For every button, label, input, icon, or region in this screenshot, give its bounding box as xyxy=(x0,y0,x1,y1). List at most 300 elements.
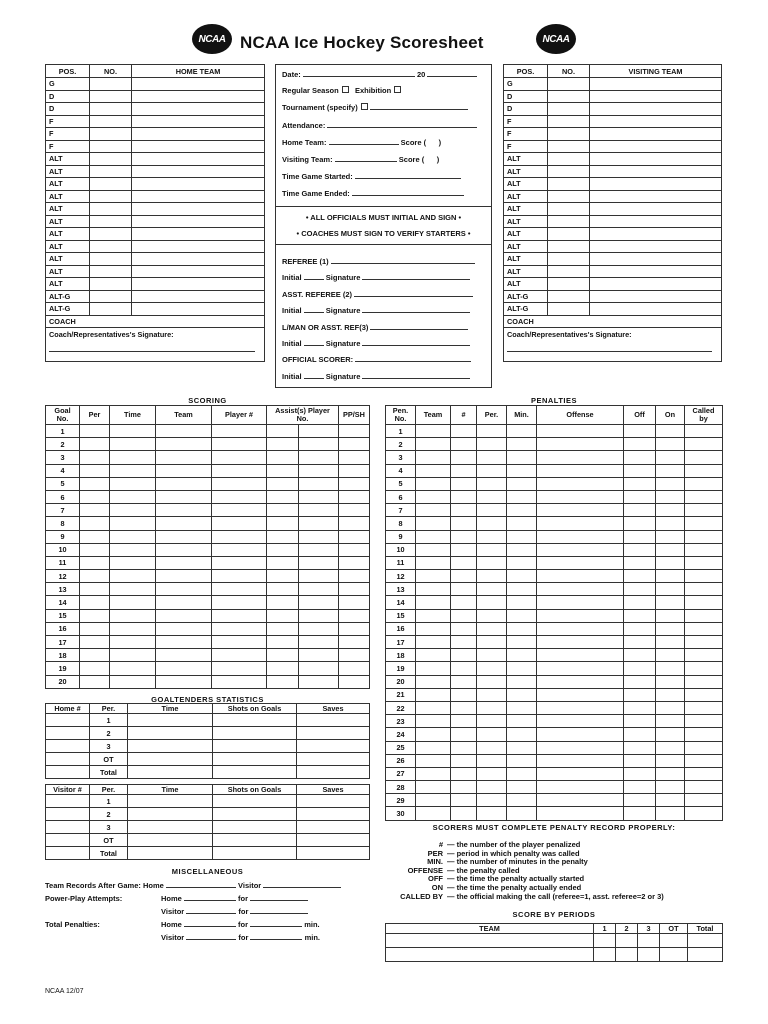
penalty-cell[interactable] xyxy=(477,477,507,490)
penalty-cell[interactable] xyxy=(656,596,685,609)
penalty-cell[interactable] xyxy=(416,781,451,794)
visiting-no-cell[interactable] xyxy=(548,203,590,216)
penalty-cell[interactable] xyxy=(477,715,507,728)
penalty-cell[interactable] xyxy=(624,662,656,675)
penalty-cell[interactable] xyxy=(507,636,537,649)
penalty-cell[interactable] xyxy=(416,477,451,490)
scoring-cell[interactable] xyxy=(110,556,156,569)
scoring-cell[interactable] xyxy=(80,556,110,569)
scoring-cell[interactable] xyxy=(80,649,110,662)
penalty-cell[interactable] xyxy=(624,767,656,780)
penalty-cell[interactable] xyxy=(416,517,451,530)
scoring-cell[interactable] xyxy=(267,583,299,596)
scoring-cell[interactable] xyxy=(299,662,339,675)
penalty-cell[interactable] xyxy=(656,556,685,569)
goalie-home-cell[interactable] xyxy=(128,753,213,766)
score-periods-cell[interactable] xyxy=(616,948,638,962)
total-penalties-home[interactable]: Home for min. xyxy=(161,920,320,929)
scoring-cell[interactable] xyxy=(299,530,339,543)
goalie-visitor-cell[interactable] xyxy=(128,834,213,847)
penalty-cell[interactable] xyxy=(451,464,477,477)
penalty-cell[interactable] xyxy=(507,596,537,609)
penalty-cell[interactable] xyxy=(477,662,507,675)
scoring-cell[interactable] xyxy=(339,609,370,622)
penalty-cell[interactable] xyxy=(416,741,451,754)
penalty-cell[interactable] xyxy=(537,754,624,767)
penalty-cell[interactable] xyxy=(656,543,685,556)
score-periods-cell[interactable] xyxy=(386,948,594,962)
penalty-cell[interactable] xyxy=(477,609,507,622)
scoring-cell[interactable] xyxy=(299,451,339,464)
penalty-cell[interactable] xyxy=(507,767,537,780)
penalty-cell[interactable] xyxy=(656,609,685,622)
penalty-cell[interactable] xyxy=(451,517,477,530)
penalty-cell[interactable] xyxy=(624,596,656,609)
scoring-cell[interactable] xyxy=(339,504,370,517)
visiting-no-cell[interactable] xyxy=(548,240,590,253)
visiting-player-cell[interactable] xyxy=(590,103,722,116)
penalty-cell[interactable] xyxy=(685,807,723,820)
penalty-cell[interactable] xyxy=(537,622,624,635)
visiting-player-cell[interactable] xyxy=(590,278,722,291)
visiting-player-cell[interactable] xyxy=(590,165,722,178)
scoring-cell[interactable] xyxy=(299,675,339,688)
penalty-cell[interactable] xyxy=(477,701,507,714)
penalty-cell[interactable] xyxy=(451,570,477,583)
scoring-cell[interactable] xyxy=(339,425,370,438)
scoring-cell[interactable] xyxy=(110,609,156,622)
penalty-cell[interactable] xyxy=(477,728,507,741)
scoring-cell[interactable] xyxy=(267,490,299,503)
penalty-cell[interactable] xyxy=(624,754,656,767)
visiting-player-cell[interactable] xyxy=(590,128,722,141)
scoring-cell[interactable] xyxy=(80,425,110,438)
penalty-cell[interactable] xyxy=(624,464,656,477)
penalty-cell[interactable] xyxy=(656,662,685,675)
scoring-cell[interactable] xyxy=(267,517,299,530)
asst-referee-initial[interactable]: Initial Signature xyxy=(282,306,470,315)
scoring-cell[interactable] xyxy=(212,517,267,530)
scoring-cell[interactable] xyxy=(156,609,212,622)
visiting-player-cell[interactable] xyxy=(590,253,722,266)
scoring-cell[interactable] xyxy=(212,451,267,464)
goalie-home-cell[interactable] xyxy=(297,753,370,766)
scoring-cell[interactable] xyxy=(212,570,267,583)
penalty-cell[interactable] xyxy=(537,609,624,622)
penalty-cell[interactable] xyxy=(416,701,451,714)
penalty-cell[interactable] xyxy=(685,675,723,688)
penalty-cell[interactable] xyxy=(537,794,624,807)
penalty-cell[interactable] xyxy=(507,701,537,714)
penalty-cell[interactable] xyxy=(685,662,723,675)
home-no-cell[interactable] xyxy=(90,115,132,128)
home-player-cell[interactable] xyxy=(132,303,265,316)
penalty-cell[interactable] xyxy=(656,425,685,438)
penalty-cell[interactable] xyxy=(451,636,477,649)
scoring-cell[interactable] xyxy=(156,662,212,675)
penalty-cell[interactable] xyxy=(685,741,723,754)
penalty-cell[interactable] xyxy=(656,438,685,451)
penalty-cell[interactable] xyxy=(656,636,685,649)
scoring-cell[interactable] xyxy=(80,504,110,517)
penalty-cell[interactable] xyxy=(507,438,537,451)
visiting-no-cell[interactable] xyxy=(548,140,590,153)
home-player-cell[interactable] xyxy=(132,190,265,203)
visiting-no-cell[interactable] xyxy=(548,303,590,316)
penalty-cell[interactable] xyxy=(685,543,723,556)
scoring-cell[interactable] xyxy=(212,504,267,517)
scoring-cell[interactable] xyxy=(212,662,267,675)
visiting-no-cell[interactable] xyxy=(548,215,590,228)
penalty-cell[interactable] xyxy=(624,715,656,728)
penalty-cell[interactable] xyxy=(656,701,685,714)
penalty-cell[interactable] xyxy=(416,425,451,438)
goalie-visitor-cell[interactable] xyxy=(213,847,297,860)
scoring-cell[interactable] xyxy=(110,438,156,451)
penalty-cell[interactable] xyxy=(685,556,723,569)
penalty-cell[interactable] xyxy=(537,543,624,556)
scoring-cell[interactable] xyxy=(80,636,110,649)
scoring-cell[interactable] xyxy=(80,464,110,477)
penalty-cell[interactable] xyxy=(477,556,507,569)
scoring-cell[interactable] xyxy=(339,464,370,477)
home-player-cell[interactable] xyxy=(132,78,265,91)
penalty-cell[interactable] xyxy=(507,662,537,675)
penalty-cell[interactable] xyxy=(477,675,507,688)
penalty-cell[interactable] xyxy=(451,543,477,556)
visiting-no-cell[interactable] xyxy=(548,290,590,303)
scoring-cell[interactable] xyxy=(339,517,370,530)
penalty-cell[interactable] xyxy=(451,794,477,807)
scoring-cell[interactable] xyxy=(212,556,267,569)
visiting-player-cell[interactable] xyxy=(590,90,722,103)
scoring-cell[interactable] xyxy=(267,464,299,477)
home-no-cell[interactable] xyxy=(90,90,132,103)
penalty-cell[interactable] xyxy=(685,767,723,780)
penalty-cell[interactable] xyxy=(416,504,451,517)
penalty-cell[interactable] xyxy=(624,701,656,714)
penalty-cell[interactable] xyxy=(507,543,537,556)
scoring-cell[interactable] xyxy=(299,570,339,583)
home-player-cell[interactable] xyxy=(132,103,265,116)
scoring-cell[interactable] xyxy=(110,425,156,438)
scoring-cell[interactable] xyxy=(156,451,212,464)
scoring-cell[interactable] xyxy=(156,438,212,451)
penalty-cell[interactable] xyxy=(537,662,624,675)
penalty-cell[interactable] xyxy=(537,767,624,780)
penalty-cell[interactable] xyxy=(477,741,507,754)
score-periods-cell[interactable] xyxy=(616,934,638,948)
scoring-cell[interactable] xyxy=(212,477,267,490)
penalty-cell[interactable] xyxy=(507,781,537,794)
penalty-cell[interactable] xyxy=(451,504,477,517)
goalie-visitor-cell[interactable] xyxy=(297,821,370,834)
penalty-cell[interactable] xyxy=(451,728,477,741)
penalty-cell[interactable] xyxy=(507,728,537,741)
penalty-cell[interactable] xyxy=(624,583,656,596)
scoring-cell[interactable] xyxy=(339,451,370,464)
home-no-cell[interactable] xyxy=(90,240,132,253)
scoring-cell[interactable] xyxy=(80,662,110,675)
penalty-cell[interactable] xyxy=(477,451,507,464)
penalty-cell[interactable] xyxy=(451,490,477,503)
penalty-cell[interactable] xyxy=(537,728,624,741)
referee1-field[interactable]: REFEREE (1) xyxy=(282,257,475,266)
goalie-home-cell[interactable] xyxy=(128,714,213,727)
visiting-signature-cell[interactable] xyxy=(504,328,722,362)
penalty-cell[interactable] xyxy=(656,464,685,477)
score-periods-cell[interactable] xyxy=(660,934,688,948)
penalty-cell[interactable] xyxy=(685,530,723,543)
penalty-cell[interactable] xyxy=(416,596,451,609)
penalty-cell[interactable] xyxy=(451,688,477,701)
penalty-cell[interactable] xyxy=(451,556,477,569)
visiting-no-cell[interactable] xyxy=(548,265,590,278)
home-no-cell[interactable] xyxy=(90,253,132,266)
penalty-cell[interactable] xyxy=(656,688,685,701)
penalty-cell[interactable] xyxy=(451,596,477,609)
scoring-cell[interactable] xyxy=(267,570,299,583)
home-player-cell[interactable] xyxy=(132,253,265,266)
penalty-cell[interactable] xyxy=(537,636,624,649)
penalty-cell[interactable] xyxy=(507,794,537,807)
home-player-cell[interactable] xyxy=(132,178,265,191)
penalty-cell[interactable] xyxy=(477,425,507,438)
scoring-cell[interactable] xyxy=(299,464,339,477)
penalty-cell[interactable] xyxy=(624,477,656,490)
scoring-cell[interactable] xyxy=(212,583,267,596)
lman-initial[interactable]: Initial Signature xyxy=(282,339,470,348)
scoring-cell[interactable] xyxy=(267,438,299,451)
scoring-cell[interactable] xyxy=(156,425,212,438)
scoring-cell[interactable] xyxy=(80,477,110,490)
official-scorer-field[interactable]: OFFICIAL SCORER: xyxy=(282,355,471,364)
penalty-cell[interactable] xyxy=(451,530,477,543)
home-player-cell[interactable] xyxy=(132,215,265,228)
penalty-cell[interactable] xyxy=(624,794,656,807)
penalty-cell[interactable] xyxy=(656,649,685,662)
penalty-cell[interactable] xyxy=(685,477,723,490)
scoring-cell[interactable] xyxy=(339,662,370,675)
penalty-cell[interactable] xyxy=(624,781,656,794)
scoring-cell[interactable] xyxy=(156,649,212,662)
visiting-no-cell[interactable] xyxy=(548,90,590,103)
penalty-cell[interactable] xyxy=(624,425,656,438)
scoring-cell[interactable] xyxy=(339,570,370,583)
goalie-home-cell[interactable] xyxy=(297,727,370,740)
scoring-cell[interactable] xyxy=(156,556,212,569)
penalty-cell[interactable] xyxy=(507,675,537,688)
visiting-no-cell[interactable] xyxy=(548,165,590,178)
penalty-cell[interactable] xyxy=(507,530,537,543)
penalty-cell[interactable] xyxy=(624,517,656,530)
visiting-player-cell[interactable] xyxy=(590,115,722,128)
goalie-home-number-cell[interactable] xyxy=(46,740,90,753)
goalie-visitor-cell[interactable] xyxy=(213,821,297,834)
scoring-cell[interactable] xyxy=(80,675,110,688)
scoring-cell[interactable] xyxy=(156,464,212,477)
time-started-field[interactable]: Time Game Started: xyxy=(282,172,461,181)
penalty-cell[interactable] xyxy=(451,741,477,754)
scoring-cell[interactable] xyxy=(212,530,267,543)
scoring-cell[interactable] xyxy=(299,583,339,596)
scoring-cell[interactable] xyxy=(156,583,212,596)
scoring-cell[interactable] xyxy=(110,636,156,649)
penalty-cell[interactable] xyxy=(624,807,656,820)
scoring-cell[interactable] xyxy=(156,636,212,649)
penalty-cell[interactable] xyxy=(624,570,656,583)
penalty-cell[interactable] xyxy=(451,451,477,464)
penalty-cell[interactable] xyxy=(416,438,451,451)
penalty-cell[interactable] xyxy=(416,767,451,780)
scoring-cell[interactable] xyxy=(299,556,339,569)
scoring-cell[interactable] xyxy=(299,543,339,556)
penalty-cell[interactable] xyxy=(537,715,624,728)
penalty-cell[interactable] xyxy=(537,530,624,543)
penalty-cell[interactable] xyxy=(685,688,723,701)
penalty-cell[interactable] xyxy=(416,622,451,635)
scoring-cell[interactable] xyxy=(110,477,156,490)
visiting-no-cell[interactable] xyxy=(548,253,590,266)
scoring-cell[interactable] xyxy=(156,490,212,503)
goalie-home-cell[interactable] xyxy=(213,727,297,740)
visiting-coach-cell[interactable]: COACH xyxy=(504,315,722,328)
penalty-cell[interactable] xyxy=(656,807,685,820)
scoring-cell[interactable] xyxy=(156,530,212,543)
goalie-visitor-cell[interactable] xyxy=(297,834,370,847)
penalty-cell[interactable] xyxy=(416,583,451,596)
goalie-home-cell[interactable] xyxy=(297,714,370,727)
penalty-cell[interactable] xyxy=(685,425,723,438)
scoring-cell[interactable] xyxy=(339,636,370,649)
scoring-cell[interactable] xyxy=(80,570,110,583)
penalty-cell[interactable] xyxy=(477,688,507,701)
penalty-cell[interactable] xyxy=(416,807,451,820)
penalty-cell[interactable] xyxy=(416,794,451,807)
scoring-cell[interactable] xyxy=(110,517,156,530)
scoring-cell[interactable] xyxy=(110,451,156,464)
penalty-cell[interactable] xyxy=(624,556,656,569)
penalty-cell[interactable] xyxy=(656,675,685,688)
scoring-cell[interactable] xyxy=(339,530,370,543)
scoring-cell[interactable] xyxy=(299,596,339,609)
penalty-cell[interactable] xyxy=(685,715,723,728)
penalty-cell[interactable] xyxy=(537,596,624,609)
scoring-cell[interactable] xyxy=(80,609,110,622)
scoring-cell[interactable] xyxy=(267,649,299,662)
penalty-cell[interactable] xyxy=(537,781,624,794)
penalty-cell[interactable] xyxy=(477,754,507,767)
penalty-cell[interactable] xyxy=(656,622,685,635)
goalie-home-cell[interactable] xyxy=(213,753,297,766)
penalty-cell[interactable] xyxy=(656,570,685,583)
scoring-cell[interactable] xyxy=(80,438,110,451)
penalty-cell[interactable] xyxy=(451,754,477,767)
scoring-cell[interactable] xyxy=(267,530,299,543)
penalty-cell[interactable] xyxy=(685,701,723,714)
scoring-cell[interactable] xyxy=(80,583,110,596)
scoring-cell[interactable] xyxy=(212,649,267,662)
home-signature-cell[interactable] xyxy=(46,328,265,362)
penalty-cell[interactable] xyxy=(685,622,723,635)
home-no-cell[interactable] xyxy=(90,78,132,91)
scoring-cell[interactable] xyxy=(110,596,156,609)
penalty-cell[interactable] xyxy=(685,504,723,517)
scoring-cell[interactable] xyxy=(339,543,370,556)
scoring-cell[interactable] xyxy=(339,622,370,635)
scoring-cell[interactable] xyxy=(110,464,156,477)
visiting-player-cell[interactable] xyxy=(590,240,722,253)
home-no-cell[interactable] xyxy=(90,140,132,153)
penalty-cell[interactable] xyxy=(537,701,624,714)
scoring-cell[interactable] xyxy=(267,556,299,569)
goalie-visitor-cell[interactable] xyxy=(128,795,213,808)
penalty-cell[interactable] xyxy=(416,649,451,662)
scoring-cell[interactable] xyxy=(299,517,339,530)
penalty-cell[interactable] xyxy=(685,636,723,649)
penalty-cell[interactable] xyxy=(685,794,723,807)
official-scorer-initial[interactable]: Initial Signature xyxy=(282,372,470,381)
visiting-player-cell[interactable] xyxy=(590,290,722,303)
home-team-field[interactable]: Home Team: Score ( ) xyxy=(282,138,442,147)
scoring-cell[interactable] xyxy=(339,438,370,451)
scoring-cell[interactable] xyxy=(267,622,299,635)
penalty-cell[interactable] xyxy=(416,662,451,675)
home-no-cell[interactable] xyxy=(90,165,132,178)
scoring-cell[interactable] xyxy=(267,636,299,649)
scoring-cell[interactable] xyxy=(339,583,370,596)
penalty-cell[interactable] xyxy=(656,530,685,543)
penalty-cell[interactable] xyxy=(624,649,656,662)
visiting-player-cell[interactable] xyxy=(590,78,722,91)
scoring-cell[interactable] xyxy=(110,530,156,543)
penalty-cell[interactable] xyxy=(685,596,723,609)
scoring-cell[interactable] xyxy=(267,504,299,517)
penalty-cell[interactable] xyxy=(537,464,624,477)
goalie-visitor-cell[interactable] xyxy=(297,847,370,860)
goalie-visitor-cell[interactable] xyxy=(128,821,213,834)
visiting-player-cell[interactable] xyxy=(590,265,722,278)
penalty-cell[interactable] xyxy=(451,662,477,675)
visiting-player-cell[interactable] xyxy=(590,140,722,153)
score-periods-cell[interactable] xyxy=(688,948,723,962)
home-player-cell[interactable] xyxy=(132,203,265,216)
penalty-cell[interactable] xyxy=(685,570,723,583)
score-periods-cell[interactable] xyxy=(660,948,688,962)
penalty-cell[interactable] xyxy=(451,649,477,662)
home-no-cell[interactable] xyxy=(90,178,132,191)
penalty-cell[interactable] xyxy=(477,622,507,635)
scoring-cell[interactable] xyxy=(156,504,212,517)
penalty-cell[interactable] xyxy=(451,438,477,451)
goalie-visitor-cell[interactable] xyxy=(213,808,297,821)
scoring-cell[interactable] xyxy=(80,530,110,543)
penalty-cell[interactable] xyxy=(507,477,537,490)
penalty-cell[interactable] xyxy=(416,570,451,583)
goalie-home-cell[interactable] xyxy=(297,766,370,779)
penalty-cell[interactable] xyxy=(537,570,624,583)
time-ended-field[interactable]: Time Game Ended: xyxy=(282,189,464,198)
scoring-cell[interactable] xyxy=(212,596,267,609)
penalty-cell[interactable] xyxy=(477,781,507,794)
penalty-cell[interactable] xyxy=(537,438,624,451)
penalty-cell[interactable] xyxy=(656,741,685,754)
penalty-cell[interactable] xyxy=(451,781,477,794)
penalty-cell[interactable] xyxy=(416,490,451,503)
penalty-cell[interactable] xyxy=(537,583,624,596)
goalie-home-cell[interactable] xyxy=(297,740,370,753)
penalty-cell[interactable] xyxy=(624,675,656,688)
